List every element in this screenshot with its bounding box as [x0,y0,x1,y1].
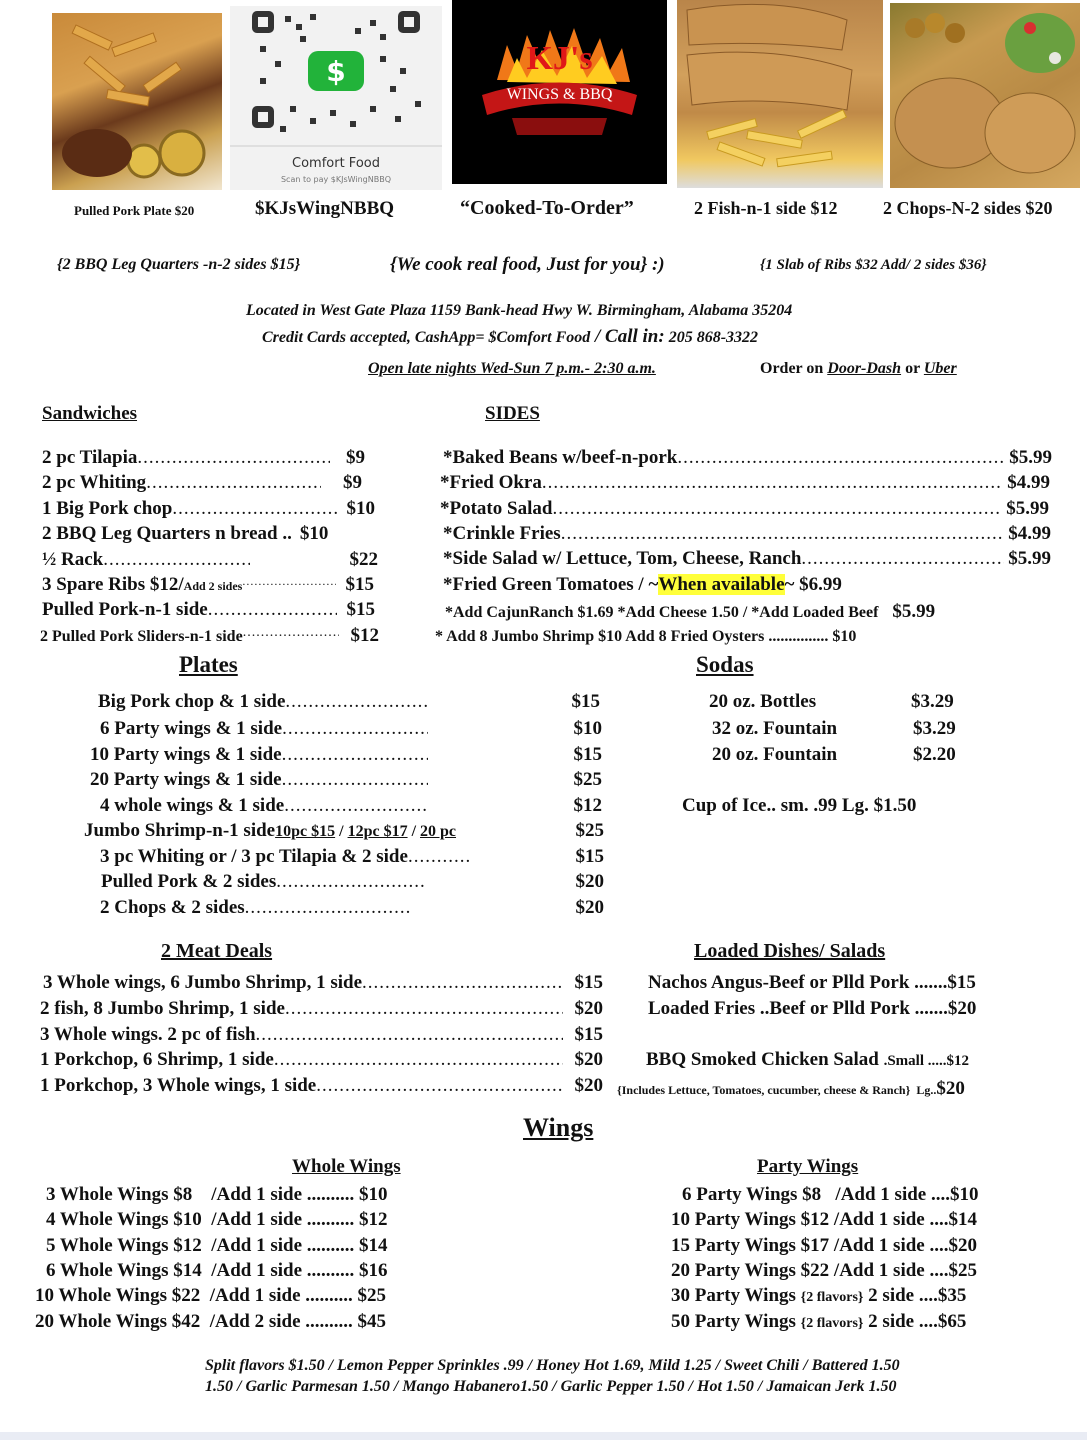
bbq-chicken-salad: BBQ Smoked Chicken Salad .Small .....$12 [646,1049,970,1070]
payment-text: Credit Cards accepted, CashApp= $Comfort Food [262,329,591,346]
side-item: *Crinkle Fries ..... $4.99 [443,523,1051,545]
plate-item: 20 Party wings & 1 side ..... $25 [90,769,602,791]
qr-scan-text: Scan to pay $KJsWingNBBQ [280,175,392,184]
caption-cashtag: $KJsWingNBBQ [255,198,395,219]
soda-price: $2.20 [913,744,956,765]
party-wings-item: 20 Party Wings $22 /Add 1 side ....$25 [671,1260,977,1281]
qr-label: Comfort Food [292,156,380,171]
side-item: *Fried Okra ..... $4.99 [440,472,1050,494]
meat-deal-item: 3 Whole wings, 6 Jumbo Shrimp, 1 side ..... $15 [43,972,603,994]
plate-item: Big Pork chop & 1 side ..... $15 [98,691,600,713]
when-available-highlight: When available [658,574,785,595]
plate-item: 3 pc Whiting or / 3 pc Tilapia & 2 side ..... $15 [100,846,604,868]
caption-cooked-to-order: “Cooked-To-Order” [460,197,634,219]
wings-heading: Wings [523,1113,594,1142]
caption-pulled-pork-plate: Pulled Pork Plate $20 [74,203,195,218]
doordash-link[interactable]: Door-Dash [827,360,902,377]
loaded-fries: Loaded Fries ..Beef or Plld Pork .......$20 [648,998,977,1019]
party-wings-item: 10 Party Wings $12 /Add 1 side ....$14 [671,1209,977,1230]
caption-fish-plate: 2 Fish-n-1 side $12 [694,198,838,218]
fish-illustration [677,0,883,188]
plate-item: 2 Chops & 2 sides ..... $20 [100,897,604,919]
bottom-divider [0,1432,1087,1440]
meat-deal-item: 3 Whole wings. 2 pc of fish ..... $15 [40,1024,603,1046]
party-wings-item: 6 Party Wings $8 /Add 1 side ....$10 [682,1184,979,1205]
pulled-pork-plate-photo [52,13,222,190]
meat-deal-item: 1 Porkchop, 6 Shrimp, 1 side ..... $20 [40,1049,603,1071]
fried-green-tomatoes: *Fried Green Tomatoes / ~When available~ $6.99 [443,574,842,595]
kjs-logo [452,0,667,184]
whole-wings-item: 3 Whole Wings $8 /Add 1 side .......... $10 [46,1184,388,1205]
sandwich-item: 2 BBQ Leg Quarters n bread .. $10 [42,523,329,544]
meat-deal-item: 2 fish, 8 Jumbo Shrimp, 1 side ..... $20 [40,998,603,1020]
promo-leg-quarters: {2 BBQ Leg Quarters -n-2 sides $15} [57,256,301,273]
plate-item: Pulled Pork & 2 sides ..... $20 [101,871,604,893]
sodas-heading: Sodas [696,652,754,677]
order-line [760,360,957,378]
sandwich-item: 2 pc Whiting ..... $9 [42,472,362,494]
loaded-dishes-heading: Loaded Dishes/ Salads [694,940,886,962]
address: Located in West Gate Plaza 1159 Bank-head Hwy W. Birmingham, Alabama 35204 [246,302,793,319]
plate-item: 6 Party wings & 1 side ..... $10 [100,718,602,740]
sandwich-item: Pulled Pork-n-1 side ..... $15 [42,599,375,621]
sandwich-item: ½ Rack ..... $22 [42,549,378,571]
soda-price: $3.29 [911,691,954,712]
svg-text:$: $ [326,55,346,88]
party-wings-item: 30 Party Wings {2 flavors} 2 side ....$35 [671,1285,967,1306]
soda-name: 20 oz. Fountain [712,744,838,765]
whole-wings-item: 4 Whole Wings $10 /Add 1 side .......... $12 [46,1209,388,1230]
whole-wings-heading: Whole Wings [292,1156,401,1177]
whole-wings-item: 20 Whole Wings $42 /Add 2 side .......... $45 [35,1311,387,1332]
loaded-nachos: Nachos Angus-Beef or Plld Pork .......$15 [648,972,976,993]
order-or: or [901,360,924,377]
payment-line [262,326,758,348]
caption-chops-plate: 2 Chops-N-2 sides $20 [883,198,1053,218]
meat-deals-heading: 2 Meat Deals [161,940,273,962]
plate-item: 4 whole wings & 1 side ..... $12 [100,795,602,817]
plates-heading: Plates [179,652,238,677]
whole-wings-item: 5 Whole Wings $12 /Add 1 side .......... $14 [46,1235,388,1256]
plate-item: 10 Party wings & 1 side ..... $15 [90,744,602,766]
side-addons: *Add CajunRanch $1.69 *Add Cheese 1.50 / *Add Loaded Beef $5.99 [445,601,936,622]
whole-wings-item: 10 Whole Wings $22 /Add 1 side .......... $25 [35,1285,387,1306]
shrimp-oyster-addons: * Add 8 Jumbo Shrimp $10 Add 8 Fried Oysters ............... $10 [435,628,857,645]
sides-heading: SIDES [485,403,540,424]
sandwich-item: 2 Pulled Pork Sliders-n-1 side ..... $12 [40,625,379,649]
sandwich-item: 1 Big Pork chop ..... $10 [42,498,375,520]
logo-subtitle: WINGS & BBQ [506,86,613,103]
chops-illustration [890,3,1080,188]
order-prefix: Order on [760,360,828,377]
chops-and-sides-photo [890,3,1080,188]
side-item: *Baked Beans w/beef-n-pork ..... $5.99 [443,447,1052,469]
meat-deal-item: 1 Porkchop, 3 Whole wings, 1 side ..... $20 [40,1075,603,1097]
promo-real-food: {We cook real food, Just for you} :) [390,254,665,275]
whole-wings-item: 6 Whole Wings $14 /Add 1 side .......... $16 [46,1260,388,1281]
side-item: *Potato Salad ..... $5.99 [440,498,1049,520]
cashapp-qr-code [230,6,442,190]
fish-and-fries-photo [677,0,883,188]
side-item: *Side Salad w/ Lettuce, Tom, Cheese, Ranch ..... $5.99 [443,548,1051,570]
soda-name: 20 oz. Bottles [709,691,817,712]
sandwich-item: 2 pc Tilapia ..... $9 [42,447,365,469]
call-in-label: / Call in: [590,326,665,347]
promo-ribs: {1 Slab of Ribs $32 Add/ 2 sides $36} [760,257,987,273]
phone-number[interactable]: 205 868-3322 [664,329,759,346]
flavors-line-2: 1.50 / Garlic Parmesan 1.50 / Mango Habanero1.50 / Garlic Pepper 1.50 / Hot 1.50 / Jamaican Jerk 1.50 [205,1378,897,1395]
party-wings-heading: Party Wings [757,1156,859,1177]
sandwiches-heading: Sandwiches [42,403,138,424]
cup-of-ice: Cup of Ice.. sm. .99 Lg. $1.50 [682,795,917,816]
flavors-line-1: Split flavors $1.50 / Lemon Pepper Sprinkles .99 / Honey Hot 1.69, Mild 1.25 / Sweet Chili / Battered 1.50 [205,1357,900,1374]
party-wings-item: 15 Party Wings $17 /Add 1 side ....$20 [671,1235,977,1256]
food-illustration [52,13,222,190]
uber-link[interactable]: Uber [923,360,957,377]
sandwich-item: 3 Spare Ribs $12/ Add 2 sides ..... $15 [42,574,374,598]
party-wings-item: 50 Party Wings {2 flavors} 2 side ....$65 [671,1311,967,1332]
hours: Open late nights Wed-Sun 7 p.m.- 2:30 a.m. [368,360,656,377]
soda-price: $3.29 [913,718,956,739]
salad-note: {Includes Lettuce, Tomatoes, cucumber, cheese & Ranch} Lg..$20 [617,1078,965,1099]
soda-name: 32 oz. Fountain [712,718,838,739]
logo-name: KJ's [526,40,593,77]
plate-item-jumbo-shrimp: Jumbo Shrimp-n-1 side 10pc $15 / 12pc $17 / 20 pc $25 [84,820,604,841]
